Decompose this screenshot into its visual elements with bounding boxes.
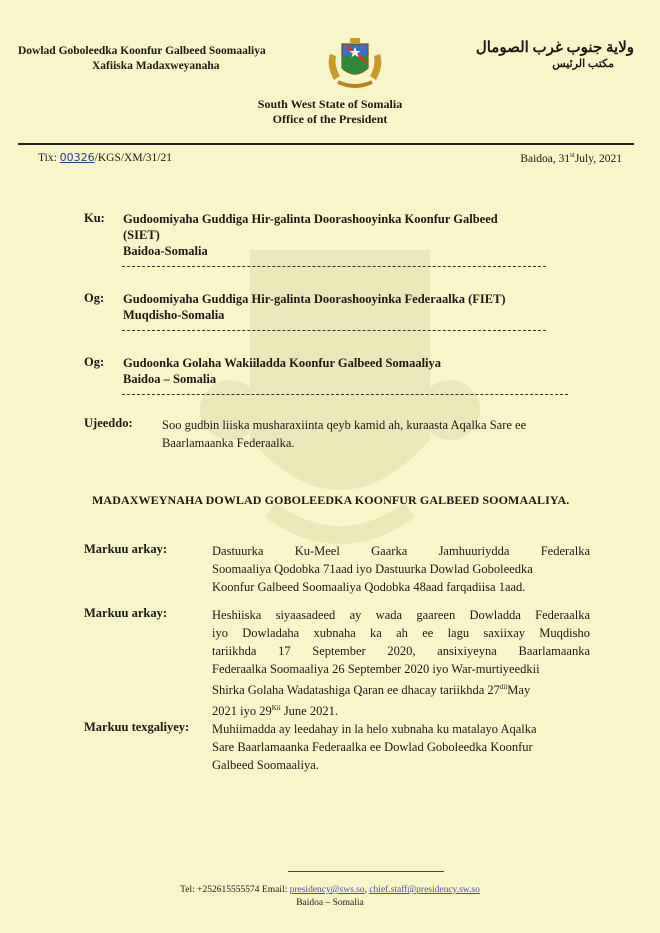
subject-text: Soo gudbin liiska musharaxiinta qeyb kamid ah, kuraasta Aqalka Sare ee Baarlamaanka Federaalka. xyxy=(162,418,527,450)
clause-text: Heshiiska siyaasadeed ay wada gaareen Dowladda Federaalka iyo Dowladaha xubnaha ka ah ee lagu saxiixay Muqdisho tariikhda 17 September 2020, ansixiyeyna Baarlamaanka Federaalka Soomaaliya 26 September 2020 iyo War-murtiyeedkii Shirka Golaha Wadatashiga Qaran ee dhacay tariikhda $27^{dii}May$ 2021 iyo $29^{Kii}$ June 2021. xyxy=(212,608,590,719)
dashed-divider xyxy=(122,266,546,267)
header-right xyxy=(476,40,634,72)
cc-address: Gudoonka Golaha Wakiiladda Koonfur Galbeed Somaaliya Baidoa – Somalia xyxy=(123,356,442,386)
subject-label: Ujeeddo: xyxy=(84,416,133,430)
watermark-emblem xyxy=(190,210,490,570)
document-heading: MADAXWEYNAHA DOWLAD GOBOLEEDKA KOONFUR GALBEED SOOMAALIYA. xyxy=(92,493,570,507)
recipient-label: Ku: xyxy=(84,211,105,225)
org-name-english: South West State of Somalia xyxy=(257,97,403,111)
clause-text: Muhiimadda ay leedahay in la helo xubnaha ku matalayo Aqalka Sare Baarlamaanka Federaalka ee Dowlad Goboleedka Koonfur Galbeed Soomaaliya. xyxy=(212,722,537,772)
reference-handwritten-number: 00326 xyxy=(59,151,95,164)
header-left xyxy=(18,44,266,74)
email-link[interactable]: presidency@sws.so xyxy=(289,885,365,895)
dashed-divider xyxy=(122,330,546,331)
clause-label: Markuu arkay: xyxy=(84,542,167,556)
clause-text: Dastuurka Ku-Meel Gaarka Jamhuuriydda Federalka Soomaaliya Qodobka 71aad iyo Dastuurka Dowlad Goboleedka Koonfur Galbeed Soomaaliya Qodobka 48aad farqadiisa 1aad. xyxy=(212,544,590,594)
header-divider xyxy=(18,143,634,145)
org-name-somali: Dowlad Goboleedka Koonfur Galbeed Soomaaliya xyxy=(18,45,266,57)
header-english xyxy=(0,97,660,127)
cc-label: Og: xyxy=(84,291,105,305)
coat-of-arms-icon xyxy=(324,36,386,92)
office-name-arabic: مكتب الرئيس xyxy=(552,58,614,70)
office-name-somali: Xafiiska Madaxweyanaha xyxy=(92,60,220,72)
org-name-arabic: ولاية جنوب غرب الصومال xyxy=(475,40,634,56)
footer-city: Baidoa – Somalia xyxy=(296,898,364,908)
email-link[interactable]: chief.staff@presidency.sw.so xyxy=(369,885,480,895)
dashed-divider xyxy=(122,394,568,395)
cc-label: Og: xyxy=(84,355,105,369)
office-name-english: Office of the President xyxy=(272,112,388,126)
reference-number: Tix: 00326/KGS/XM/31/21 xyxy=(38,151,172,164)
footer-contact: Tel: +252615555574 Email: presidency@sws.so, chief.staff@presidency.sw.so Baidoa – Somalia xyxy=(0,884,660,910)
clause-label: Markuu texgaliyey: xyxy=(84,720,190,734)
cc-address: Gudoomiyaha Guddiga Hir-galinta Doorashooyinka Federaalka (FIET) Muqdisho-Somalia xyxy=(123,292,506,322)
footer-divider xyxy=(288,871,444,872)
clause-label: Markuu arkay: xyxy=(84,606,167,620)
recipient-address: Gudoomiyaha Guddiga Hir-galinta Doorashooyinka Koonfur Galbeed (SIET) Baidoa-Somalia xyxy=(123,212,498,258)
letter-date: Baidoa, 31stJuly, 2021 xyxy=(520,151,622,165)
